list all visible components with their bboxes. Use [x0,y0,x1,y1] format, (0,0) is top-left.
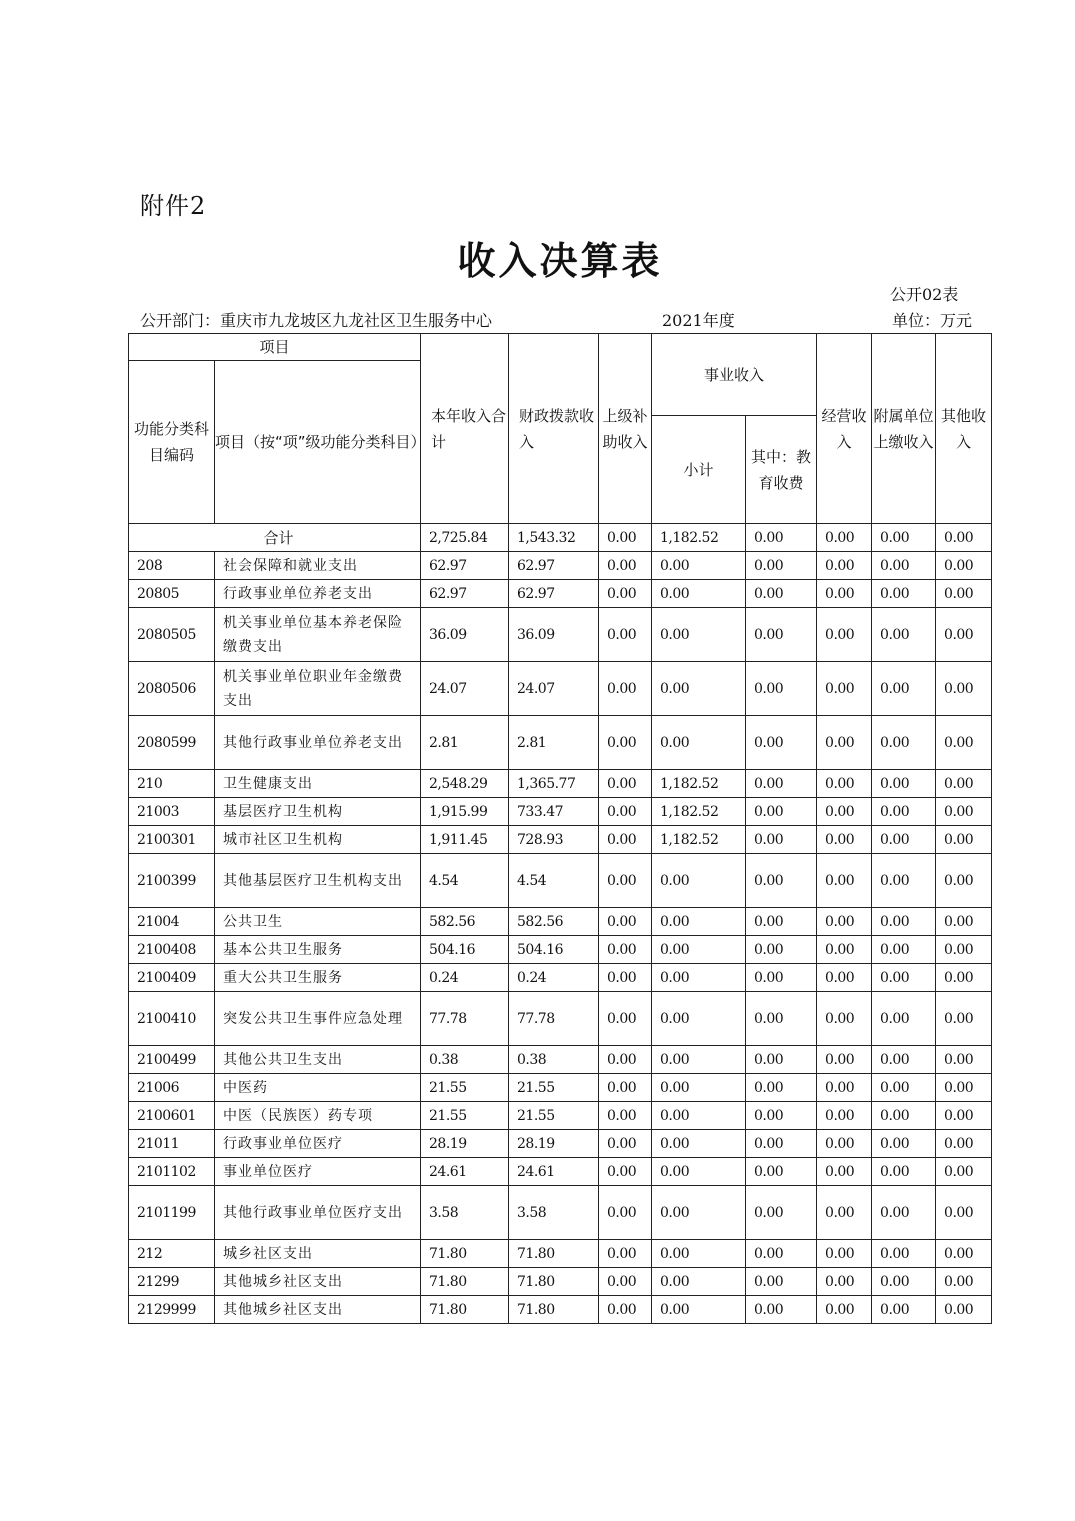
row-value: 582.56 [421,908,509,936]
row-value: 0.00 [817,1296,872,1324]
row-value: 0.00 [599,1186,652,1240]
row-value: 1,182.52 [652,826,746,854]
row-value: 0.00 [746,1268,817,1296]
row-value: 0.00 [599,936,652,964]
row-value: 62.97 [509,580,599,608]
row-value: 24.61 [421,1158,509,1186]
table-body [129,524,992,1324]
row-value: 0.00 [652,1186,746,1240]
unit-label: 单位：万元 [892,311,973,330]
header-project-group: 项目 [129,334,421,361]
total-value: 0.00 [936,524,992,552]
row-value: 71.80 [421,1296,509,1324]
row-value: 21.55 [421,1102,509,1130]
row-value: 0.00 [817,1046,872,1074]
row-code: 2100301 [129,826,215,854]
row-value: 0.00 [599,854,652,908]
row-value: 0.00 [746,580,817,608]
row-value: 71.80 [509,1296,599,1324]
row-code: 208 [129,552,215,580]
row-value: 0.00 [817,964,872,992]
row-name: 城市社区卫生机构 [215,826,421,854]
row-value: 2.81 [421,716,509,770]
row-code: 21004 [129,908,215,936]
row-value: 0.00 [936,552,992,580]
table-row [129,552,992,580]
row-value: 0.00 [817,1102,872,1130]
row-value: 0.00 [652,1158,746,1186]
row-value: 0.00 [746,552,817,580]
header-code: 功能分类科目编码 [129,361,215,524]
row-value: 62.97 [509,552,599,580]
header-subtotal: 小计 [652,416,746,524]
row-value: 2,548.29 [421,770,509,798]
row-value: 0.00 [872,1046,936,1074]
row-value: 0.00 [817,992,872,1046]
row-value: 0.00 [872,798,936,826]
income-table [128,333,992,1324]
row-value: 21.55 [509,1102,599,1130]
row-name: 其他基层医疗卫生机构支出 [215,854,421,908]
row-value: 0.00 [599,992,652,1046]
row-value: 0.38 [509,1046,599,1074]
row-value: 0.00 [936,964,992,992]
row-value: 71.80 [509,1240,599,1268]
row-name: 公共卫生 [215,908,421,936]
total-label: 合计 [129,524,421,552]
row-value: 0.00 [599,1268,652,1296]
row-value: 0.00 [817,798,872,826]
row-value: 0.00 [936,1296,992,1324]
row-code: 2080506 [129,662,215,716]
row-value: 0.00 [746,826,817,854]
table-row [129,854,992,908]
row-name: 其他城乡社区支出 [215,1296,421,1324]
row-value: 77.78 [421,992,509,1046]
row-code: 21299 [129,1268,215,1296]
row-value: 0.00 [936,1268,992,1296]
row-value: 0.00 [872,826,936,854]
row-value: 0.00 [652,908,746,936]
row-name: 卫生健康支出 [215,770,421,798]
row-value: 0.00 [746,992,817,1046]
table-row [129,908,992,936]
row-value: 0.00 [872,1186,936,1240]
row-value: 504.16 [509,936,599,964]
row-value: 0.00 [872,1130,936,1158]
row-value: 0.00 [652,1130,746,1158]
row-value: 0.00 [936,716,992,770]
row-value: 0.00 [599,580,652,608]
row-value: 0.00 [652,1102,746,1130]
row-value: 0.00 [599,1074,652,1102]
row-value: 0.24 [509,964,599,992]
row-value: 0.00 [936,1130,992,1158]
table-row [129,1046,992,1074]
row-value: 0.00 [652,1268,746,1296]
row-code: 2101199 [129,1186,215,1240]
row-value: 0.00 [936,580,992,608]
row-name: 基本公共卫生服务 [215,936,421,964]
fiscal-year: 2021年度 [662,311,735,330]
row-value: 504.16 [421,936,509,964]
row-value: 0.00 [817,826,872,854]
row-value: 0.00 [746,964,817,992]
table-row [129,1268,992,1296]
row-value: 0.00 [746,608,817,662]
row-value: 0.00 [599,964,652,992]
row-name: 机关事业单位基本养老保险缴费支出 [215,608,421,662]
row-value: 71.80 [509,1268,599,1296]
row-value: 0.00 [652,608,746,662]
row-code: 2080505 [129,608,215,662]
row-value: 0.00 [872,1074,936,1102]
row-value: 21.55 [421,1074,509,1102]
row-value: 71.80 [421,1268,509,1296]
row-name: 社会保障和就业支出 [215,552,421,580]
row-value: 0.00 [652,1296,746,1324]
row-value: 0.00 [652,1046,746,1074]
table-row [129,662,992,716]
row-value: 0.00 [746,908,817,936]
row-name: 行政事业单位医疗 [215,1130,421,1158]
row-value: 1,182.52 [652,798,746,826]
row-value: 0.00 [817,770,872,798]
row-name: 城乡社区支出 [215,1240,421,1268]
row-code: 2100408 [129,936,215,964]
attachment-label: 附件2 [140,192,207,220]
row-value: 0.00 [652,1074,746,1102]
row-code: 2100410 [129,992,215,1046]
row-value: 28.19 [421,1130,509,1158]
row-value: 0.00 [746,1102,817,1130]
row-value: 1,365.77 [509,770,599,798]
row-value: 0.00 [746,1046,817,1074]
row-value: 1,915.99 [421,798,509,826]
row-value: 36.09 [421,608,509,662]
row-value: 0.00 [936,770,992,798]
form-number: 公开02表 [890,285,959,304]
row-value: 4.54 [421,854,509,908]
header-business-group: 事业收入 [652,334,817,416]
row-value: 0.00 [936,1158,992,1186]
total-value: 0.00 [599,524,652,552]
row-value: 0.00 [872,608,936,662]
row-value: 0.00 [817,1074,872,1102]
row-name: 重大公共卫生服务 [215,964,421,992]
row-value: 0.00 [599,908,652,936]
row-value: 0.00 [936,826,992,854]
row-value: 0.00 [817,580,872,608]
row-value: 0.00 [599,798,652,826]
row-value: 0.00 [817,936,872,964]
table-row [129,992,992,1046]
table-row [129,1130,992,1158]
row-value: 0.00 [652,580,746,608]
row-value: 0.00 [746,936,817,964]
table-row [129,1102,992,1130]
row-value: 0.00 [746,1130,817,1158]
row-value: 0.00 [746,1074,817,1102]
row-value: 0.00 [872,964,936,992]
row-value: 0.00 [599,826,652,854]
row-value: 0.00 [817,608,872,662]
row-value: 0.00 [872,936,936,964]
row-value: 0.00 [817,854,872,908]
table-row [129,580,992,608]
row-value: 36.09 [509,608,599,662]
row-value: 0.00 [936,936,992,964]
total-value: 1,543.32 [509,524,599,552]
row-code: 210 [129,770,215,798]
row-value: 0.00 [652,552,746,580]
row-value: 1,182.52 [652,770,746,798]
row-value: 0.00 [652,964,746,992]
row-value: 0.00 [872,716,936,770]
row-value: 0.00 [817,662,872,716]
row-value: 0.00 [652,662,746,716]
row-code: 2101102 [129,1158,215,1186]
row-value: 3.58 [421,1186,509,1240]
row-value: 0.00 [652,992,746,1046]
row-value: 0.00 [872,1102,936,1130]
row-value: 0.00 [872,662,936,716]
row-value: 0.00 [746,716,817,770]
row-value: 733.47 [509,798,599,826]
row-value: 0.00 [936,1074,992,1102]
total-value: 0.00 [872,524,936,552]
row-name: 事业单位医疗 [215,1158,421,1186]
row-value: 0.00 [936,662,992,716]
row-code: 2100499 [129,1046,215,1074]
row-name: 中医药 [215,1074,421,1102]
row-value: 0.00 [652,854,746,908]
header-education-fee: 其中：教育收费 [746,416,817,524]
row-code: 20805 [129,580,215,608]
row-value: 0.00 [746,798,817,826]
row-value: 0.00 [652,716,746,770]
row-name: 其他行政事业单位养老支出 [215,716,421,770]
table-row [129,964,992,992]
row-value: 0.00 [746,1158,817,1186]
row-value: 0.00 [652,1240,746,1268]
row-value: 0.00 [599,716,652,770]
row-value: 0.00 [746,1296,817,1324]
row-value: 0.00 [936,992,992,1046]
row-name: 其他行政事业单位医疗支出 [215,1186,421,1240]
total-value: 1,182.52 [652,524,746,552]
row-value: 0.00 [817,1158,872,1186]
table-row [129,1240,992,1268]
header-total-income: 本年收入合计 [421,334,509,524]
row-value: 3.58 [509,1186,599,1240]
row-value: 24.07 [421,662,509,716]
row-value: 0.00 [746,770,817,798]
row-value: 21.55 [509,1074,599,1102]
row-value: 0.00 [936,1240,992,1268]
row-value: 0.00 [746,1186,817,1240]
row-value: 0.00 [599,770,652,798]
row-value: 28.19 [509,1130,599,1158]
row-value: 0.00 [936,798,992,826]
row-value: 0.00 [872,552,936,580]
row-value: 0.00 [817,1240,872,1268]
row-value: 0.00 [817,908,872,936]
row-value: 0.00 [599,608,652,662]
row-value: 0.00 [652,936,746,964]
row-code: 2100399 [129,854,215,908]
row-value: 0.38 [421,1046,509,1074]
total-value: 0.00 [817,524,872,552]
row-value: 1,911.45 [421,826,509,854]
row-value: 0.00 [872,992,936,1046]
table-row [129,826,992,854]
row-value: 728.93 [509,826,599,854]
row-value: 0.00 [936,608,992,662]
row-value: 0.00 [746,662,817,716]
row-value: 0.24 [421,964,509,992]
row-value: 71.80 [421,1240,509,1268]
row-value: 0.00 [872,908,936,936]
row-value: 0.00 [872,1158,936,1186]
row-value: 0.00 [746,1240,817,1268]
header-name: 项目（按“项”级功能分类科目） [215,361,421,524]
row-value: 0.00 [936,1046,992,1074]
header-affiliated: 附属单位上缴收入 [872,334,936,524]
row-value: 0.00 [872,1268,936,1296]
row-value: 0.00 [817,1268,872,1296]
row-value: 0.00 [936,908,992,936]
header-fiscal: 财政拨款收入 [509,334,599,524]
row-name: 行政事业单位养老支出 [215,580,421,608]
row-code: 2100601 [129,1102,215,1130]
table-row [129,936,992,964]
row-value: 0.00 [599,662,652,716]
row-value: 0.00 [872,580,936,608]
row-value: 0.00 [817,716,872,770]
row-value: 0.00 [872,770,936,798]
row-value: 0.00 [599,1102,652,1130]
row-value: 0.00 [817,552,872,580]
row-value: 0.00 [872,1240,936,1268]
total-value: 2,725.84 [421,524,509,552]
row-value: 0.00 [872,1296,936,1324]
total-row [129,524,992,552]
row-value: 0.00 [936,1102,992,1130]
row-value: 24.61 [509,1158,599,1186]
header-other: 其他收入 [936,334,992,524]
row-code: 2129999 [129,1296,215,1324]
row-code: 2100409 [129,964,215,992]
row-value: 0.00 [599,552,652,580]
total-value: 0.00 [746,524,817,552]
row-code: 21006 [129,1074,215,1102]
row-code: 21003 [129,798,215,826]
table-row [129,1158,992,1186]
row-value: 0.00 [817,1186,872,1240]
table-row [129,716,992,770]
table-row [129,1074,992,1102]
row-code: 2080599 [129,716,215,770]
table-row [129,1296,992,1324]
row-name: 机关事业单位职业年金缴费支出 [215,662,421,716]
table-row [129,1186,992,1240]
row-value: 24.07 [509,662,599,716]
row-value: 582.56 [509,908,599,936]
row-value: 77.78 [509,992,599,1046]
table-row [129,770,992,798]
table-row [129,798,992,826]
row-value: 0.00 [746,854,817,908]
department-label: 公开部门：重庆市九龙坡区九龙社区卫生服务中心 [140,311,493,330]
row-value: 0.00 [599,1296,652,1324]
header-superior-subsidy: 上级补助收入 [599,334,652,524]
row-name: 其他公共卫生支出 [215,1046,421,1074]
header-operating: 经营收入 [817,334,872,524]
row-value: 62.97 [421,552,509,580]
row-code: 212 [129,1240,215,1268]
row-value: 0.00 [936,1186,992,1240]
row-value: 0.00 [936,854,992,908]
table-row [129,608,992,662]
row-value: 2.81 [509,716,599,770]
row-name: 其他城乡社区支出 [215,1268,421,1296]
row-name: 突发公共卫生事件应急处理 [215,992,421,1046]
row-value: 4.54 [509,854,599,908]
row-value: 0.00 [817,1130,872,1158]
row-name: 中医（民族医）药专项 [215,1102,421,1130]
row-value: 0.00 [599,1130,652,1158]
row-value: 0.00 [599,1158,652,1186]
row-code: 21011 [129,1130,215,1158]
row-name: 基层医疗卫生机构 [215,798,421,826]
row-value: 0.00 [599,1046,652,1074]
row-value: 62.97 [421,580,509,608]
row-value: 0.00 [599,1240,652,1268]
table-header [129,334,992,524]
row-value: 0.00 [872,854,936,908]
page-title: 收入决算表 [457,239,663,283]
